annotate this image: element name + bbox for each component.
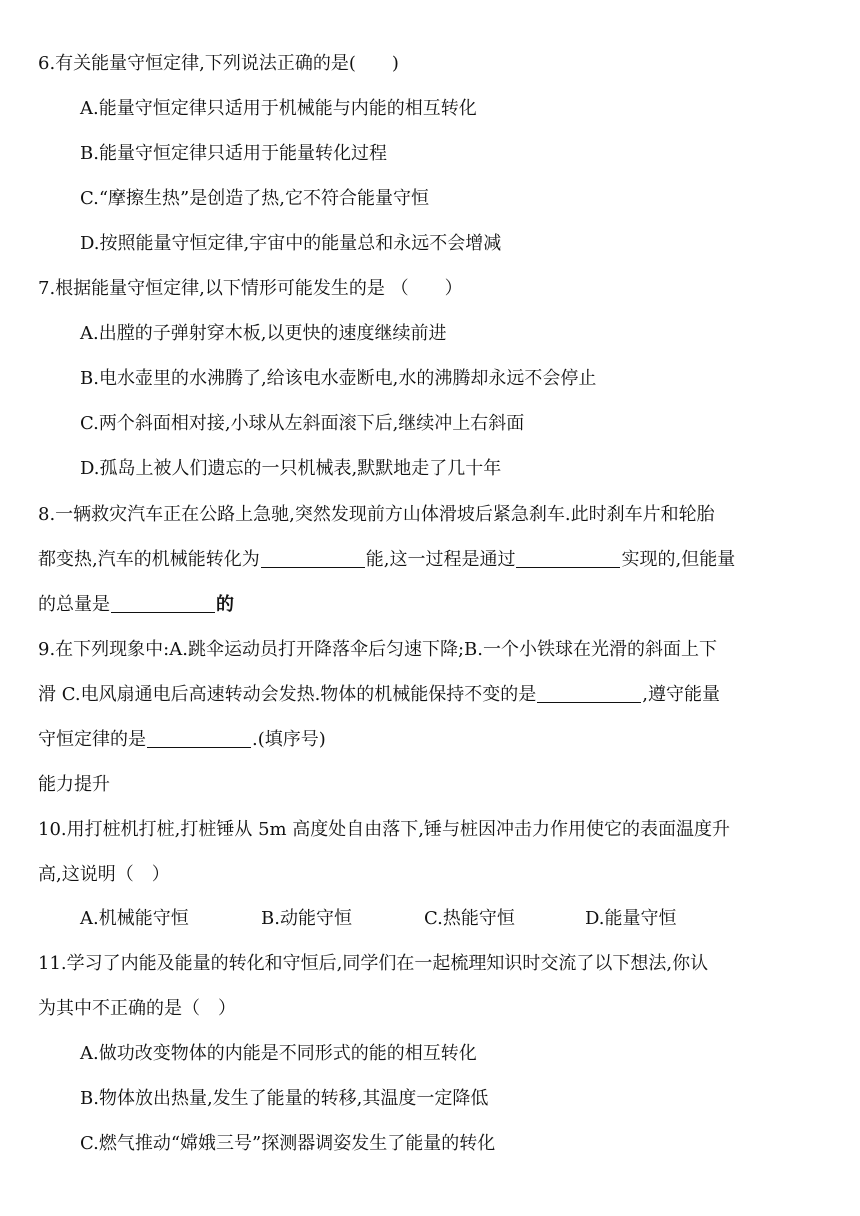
q7-option-c: C.两个斜面相对接,小球从左斜面滚下后,继续冲上右斜面 (80, 413, 525, 434)
q11-option-b: B.物体放出热量,发生了能量的转移,其温度一定降低 (80, 1088, 489, 1109)
q8-text-a: 都变热,汽车的机械能转化为 (38, 549, 260, 570)
q6-option-c: C.“摩擦生热”是创造了热,它不符合能量守恒 (80, 188, 429, 209)
q10-option-b: B.动能守恒 (261, 908, 352, 929)
q10-option-d: D.能量守恒 (585, 908, 677, 929)
q10-option-c: C.热能守恒 (424, 908, 515, 929)
q10-options (80, 907, 677, 931)
answer-blank[interactable] (537, 684, 641, 703)
q11-line-2: 为其中不正确的是（ ） (38, 998, 236, 1019)
q7-option-b: B.电水壶里的水沸腾了,给该电水壶断电,水的沸腾却永远不会停止 (80, 368, 597, 389)
q11-line-1: 11.学习了内能及能量的转化和守恒后,同学们在一起梳理知识时交流了以下想法,你认 (38, 953, 709, 974)
answer-blank[interactable] (516, 549, 620, 568)
q11-option-a: A.做功改变物体的内能是不同形式的能的相互转化 (80, 1043, 477, 1064)
q9-line-3 (38, 728, 326, 752)
q6-option-d: D.按照能量守恒定律,宇宙中的能量总和永远不会增减 (80, 233, 502, 254)
q9-text-b: ,遵守能量 (642, 684, 721, 705)
q6-option-b: B.能量守恒定律只适用于能量转化过程 (80, 143, 387, 164)
q8-line-2 (38, 548, 735, 572)
q10-line-2: 高,这说明（ ） (38, 864, 170, 885)
q9-line-1: 9.在下列现象中:A.跳伞运动员打开降落伞后匀速下降;B.一个小铁球在光滑的斜面上下 (38, 639, 717, 660)
q6-stem: 6.有关能量守恒定律,下列说法正确的是( ) (38, 53, 399, 74)
q10-option-a: A.机械能守恒 (80, 908, 189, 929)
q9-line-2 (38, 683, 720, 707)
q7-option-d: D.孤岛上被人们遗忘的一只机械表,默默地走了几十年 (80, 458, 502, 479)
answer-blank[interactable] (111, 594, 215, 613)
q9-text-d: .(填序号) (252, 729, 326, 750)
answer-blank[interactable] (261, 549, 365, 568)
q8-line-3 (38, 593, 234, 617)
q11-option-c: C.燃气推动“嫦娥三号”探测器调姿发生了能量的转化 (80, 1133, 496, 1154)
section-heading: 能力提升 (38, 774, 110, 795)
q8-text-d: 的总量是 (38, 594, 110, 615)
q8-text-b: 能,这一过程是通过 (365, 549, 516, 570)
q8-text-c: 实现的,但能量 (621, 549, 736, 570)
q9-text-a: 滑 C.电风扇通电后高速转动会发热.物体的机械能保持不变的是 (38, 684, 537, 705)
q7-option-a: A.出膛的子弹射穿木板,以更快的速度继续前进 (80, 323, 447, 344)
q6-option-a: A.能量守恒定律只适用于机械能与内能的相互转化 (80, 98, 477, 119)
q9-text-c: 守恒定律的是 (38, 729, 146, 750)
q8-text-e: 的 (216, 594, 234, 615)
answer-blank[interactable] (147, 729, 251, 748)
q8-line-1: 8.一辆救灾汽车正在公路上急驰,突然发现前方山体滑坡后紧急刹车.此时刹车片和轮胎 (38, 504, 715, 525)
q10-line-1: 10.用打桩机打桩,打桩锤从 5m 高度处自由落下,锤与桩因冲击力作用使它的表面温度升 (38, 819, 731, 840)
q7-stem: 7.根据能量守恒定律,以下情形可能发生的是 （ ） (38, 278, 463, 299)
